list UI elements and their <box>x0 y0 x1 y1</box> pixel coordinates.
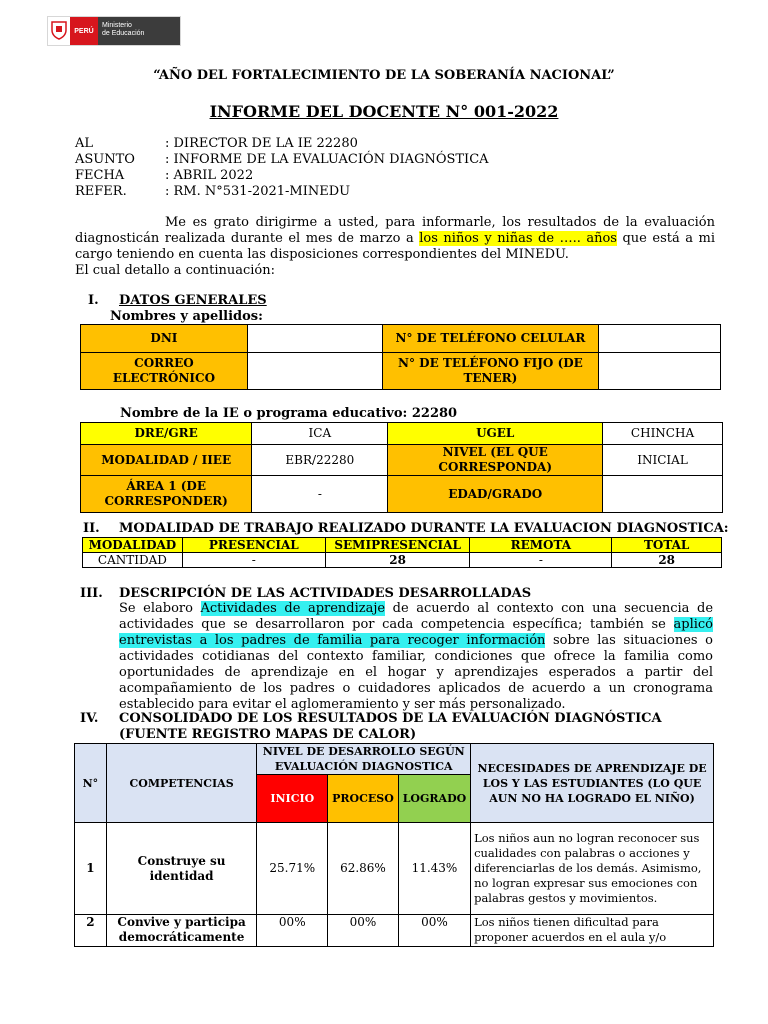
mod-header: MODALIDAD <box>83 538 183 553</box>
correo-label: CORREO ELECTRÓNICO <box>81 353 248 390</box>
col-proceso: PROCESO <box>328 775 399 823</box>
col-logrado: LOGRADO <box>398 775 470 823</box>
edad-label: EDAD/GRADO <box>388 476 603 513</box>
nivel-label: NIVEL (EL QUE CORRESPONDA) <box>388 445 603 476</box>
modalidad-label: MODALIDAD / IIEE <box>81 445 252 476</box>
col-necesidades: NECESIDADES DE APRENDIZAJE DE LOS Y LAS ESTUDIANTES (LO QUE AUN NO HA LOGRADO EL NIÑO) <box>471 744 714 823</box>
asunto-label: ASUNTO <box>75 152 135 167</box>
results-table <box>74 743 714 947</box>
dre-value: ICA <box>252 423 388 445</box>
section3-paragraph: Se elaboro Actividades de aprendizaje de acuerdo al contexto con una secuencia de actividades que se desarrollaron por cada competencia específica; también se aplicó entrevistas a los padres de familia para recoger información sobre las situaciones o actividades cotidianas del contexto familiar, condiciones que ofrece la familia como oportunidades de aprendizaje en el hogar y aprendizajes esperados a partir del acompañamiento de los padres o cuidadores aplicados de acuerdo a un cronograma establecido para evitar el aglomeramiento y ser más personalizado. <box>119 601 714 712</box>
shield-icon <box>48 17 70 43</box>
row-proceso: 00% <box>328 915 399 947</box>
mod-header: TOTAL <box>612 538 722 553</box>
personal-data-table <box>80 324 721 390</box>
correo-field[interactable] <box>247 353 382 390</box>
nivel-value: INICIAL <box>603 445 723 476</box>
row-necesidades: Los niños aun no logran reconocer sus cualidades con palabras o acciones y diferenciarlas de los demás. Asimismo, no logran expresar sus emociones con palabras gestos y movimientos. <box>471 823 714 915</box>
edad-value[interactable] <box>603 476 723 513</box>
refer-value: : RM. N°531-2021-MINEDU <box>165 184 351 199</box>
al-label: AL <box>75 136 94 151</box>
col-n: N° <box>75 744 107 823</box>
section2-num: II. <box>83 521 100 536</box>
fijo-field[interactable] <box>599 353 721 390</box>
mod-cell: 28 <box>325 553 470 568</box>
interviews-highlight: aplicó entrevistas a los padres de familia para recoger información <box>119 617 713 648</box>
modalidad-table <box>82 537 722 568</box>
dni-field[interactable] <box>247 325 382 353</box>
fecha-value: : ABRIL 2022 <box>165 168 254 183</box>
row-n: 2 <box>75 915 107 947</box>
fecha-label: FECHA <box>75 168 125 183</box>
row-necesidades: Los niños tienen dificultad para proponer acuerdos en el aula y/o <box>471 915 714 947</box>
report-header <box>75 136 715 200</box>
celular-field[interactable] <box>599 325 721 353</box>
row-logrado: 00% <box>398 915 470 947</box>
section3-num: III. <box>80 586 103 601</box>
area-value: - <box>252 476 388 513</box>
celular-label: N° DE TELÉFONO CELULAR <box>382 325 599 353</box>
col-inicio: INICIO <box>257 775 328 823</box>
dre-label: DRE/GRE <box>81 423 252 445</box>
section1-num: I. <box>88 293 99 308</box>
mod-header: SEMIPRESENCIAL <box>325 538 470 553</box>
ugel-value: CHINCHA <box>603 423 723 445</box>
row-inicio: 25.71% <box>257 823 328 915</box>
row-inicio: 00% <box>257 915 328 947</box>
year-title: “AÑO DEL FORTALECIMIENTO DE LA SOBERANÍA NACIONAL” <box>153 68 615 83</box>
modalidad-value: EBR/22280 <box>252 445 388 476</box>
row-n: 1 <box>75 823 107 915</box>
intro-line2: El cual detallo a continuación: <box>75 263 275 278</box>
mod-header: PRESENCIAL <box>182 538 325 553</box>
section1-title: DATOS GENERALES <box>119 293 267 308</box>
ugel-label: UGEL <box>388 423 603 445</box>
section4-num: IV. <box>80 711 99 726</box>
section2-title: MODALIDAD DE TRABAJO REALIZADO DURANTE LA EVALUACION DIAGNOSTICA: <box>119 521 729 536</box>
col-competencias: COMPETENCIAS <box>106 744 257 823</box>
row-competencia: Convive y participa democráticamente <box>106 915 257 947</box>
intro-highlight: los niños y niñas de ….. años <box>419 231 617 246</box>
minedu-logo <box>47 16 181 46</box>
dni-label: DNI <box>81 325 248 353</box>
mod-cell: 28 <box>612 553 722 568</box>
row-competencia: Construye su identidad <box>106 823 257 915</box>
intro-paragraph: Me es grato dirigirme a usted, para informarle, los resultados de la evaluación diagnosticán realizada durante el mes de marzo a los niños y niñas de ….. años que está a mi cargo teniendo en cuenta las disposiciones correspondientes del MINEDU. <box>75 215 716 262</box>
mod-cell: - <box>470 553 612 568</box>
section1-subtitle: Nombres y apellidos: <box>110 309 263 324</box>
logo-country: PERÚ <box>70 17 98 45</box>
area-label: ÁREA 1 (DE CORRESPONDER) <box>81 476 252 513</box>
activities-highlight: Actividades de aprendizaje <box>200 601 386 616</box>
asunto-value: : INFORME DE LA EVALUACIÓN DIAGNÓSTICA <box>165 152 489 167</box>
mod-header: REMOTA <box>470 538 612 553</box>
refer-label: REFER. <box>75 184 127 199</box>
section4-title: CONSOLIDADO DE LOS RESULTADOS DE LA EVALUACIÓN DIAGNÓSTICA (FUENTE REGISTRO MAPAS DE CALOR) <box>119 711 662 742</box>
institution-table <box>80 422 723 513</box>
ie-name: Nombre de la IE o programa educativo: 22280 <box>120 406 458 421</box>
mod-cell: CANTIDAD <box>83 553 183 568</box>
col-nivel: NIVEL DE DESARROLLO SEGÚN EVALUACIÓN DIAGNOSTICA <box>257 744 471 775</box>
mod-cell: - <box>182 553 325 568</box>
al-value: : DIRECTOR DE LA IE 22280 <box>165 136 358 151</box>
logo-ministry: Ministerio de Educación <box>98 17 180 45</box>
report-title: INFORME DEL DOCENTE N° 001-2022 <box>209 102 559 121</box>
row-proceso: 62.86% <box>328 823 399 915</box>
row-logrado: 11.43% <box>398 823 470 915</box>
section3-title: DESCRIPCIÓN DE LAS ACTIVIDADES DESARROLLADAS <box>119 586 532 601</box>
fijo-label: N° DE TELÉFONO FIJO (DE TENER) <box>382 353 599 390</box>
